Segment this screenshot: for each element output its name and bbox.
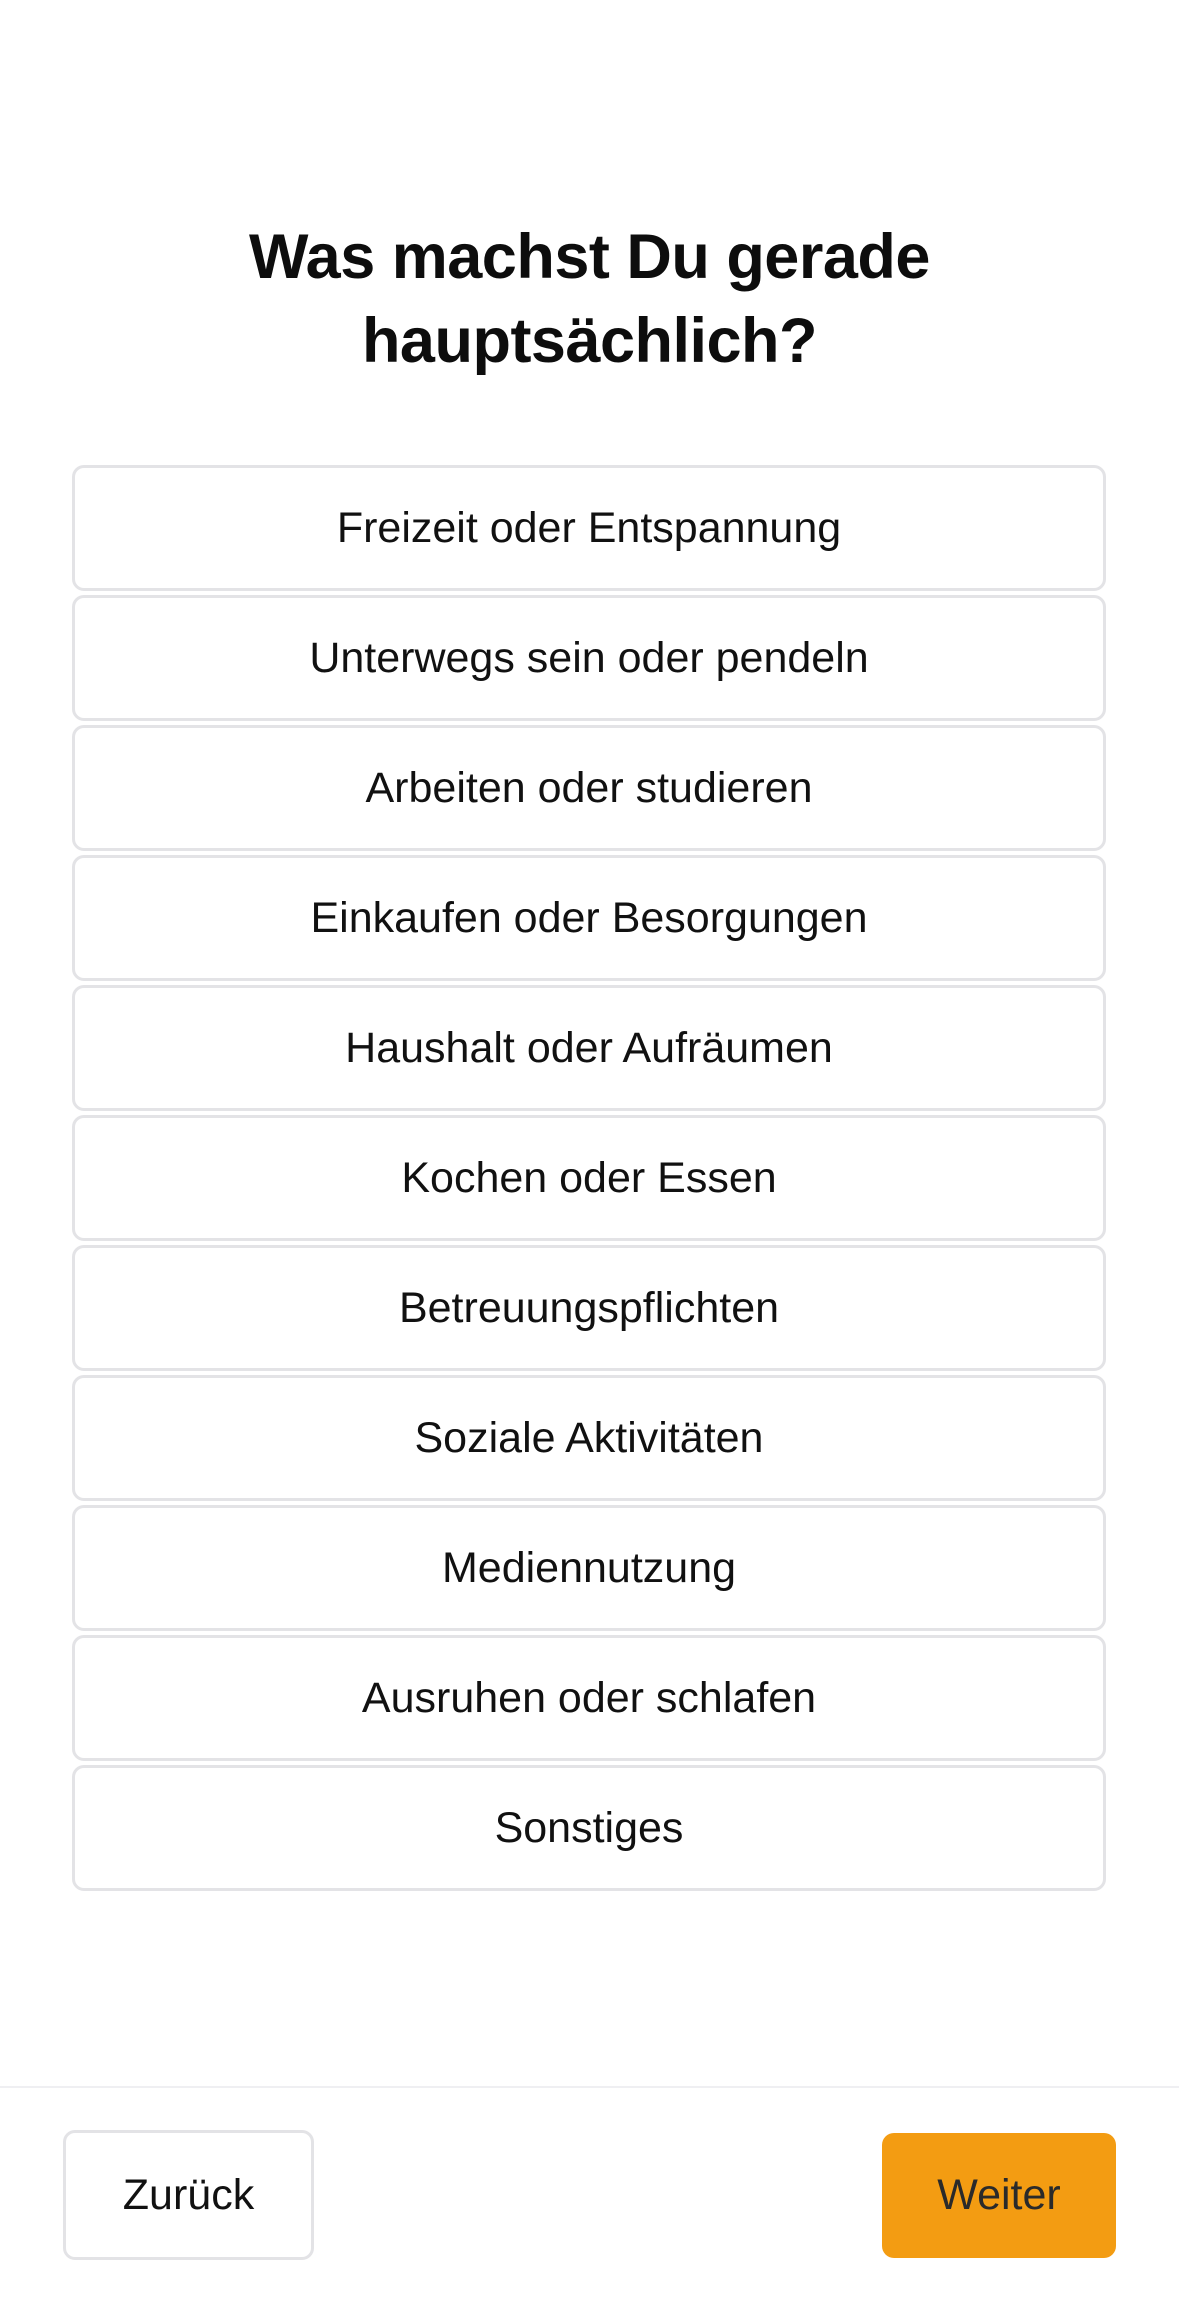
option-label: Einkaufen oder Besorgungen <box>310 893 868 942</box>
option-label: Kochen oder Essen <box>401 1153 777 1202</box>
option-soziale-aktivitaeten[interactable] <box>72 1375 1106 1501</box>
option-label: Unterwegs sein oder pendeln <box>309 633 869 682</box>
option-kochen[interactable] <box>72 1115 1106 1241</box>
option-einkaufen[interactable] <box>72 855 1106 981</box>
option-label: Mediennutzung <box>441 1543 737 1592</box>
option-label: Freizeit oder Entspannung <box>336 503 842 552</box>
option-mediennutzung[interactable] <box>72 1505 1106 1631</box>
option-label: Ausruhen oder schlafen <box>361 1673 817 1722</box>
back-button[interactable]: Zurück <box>63 2130 314 2260</box>
option-label: Arbeiten oder studieren <box>365 763 813 812</box>
question-title <box>140 215 1039 383</box>
option-sonstiges[interactable] <box>72 1765 1106 1891</box>
option-arbeiten[interactable] <box>72 725 1106 851</box>
option-label: Sonstiges <box>494 1803 684 1852</box>
question-title-line-1: Was machst Du gerade <box>249 222 930 292</box>
answer-options-list <box>72 465 1106 1891</box>
question-title-line-2: hauptsächlich? <box>361 306 818 376</box>
option-ausruhen[interactable] <box>72 1635 1106 1761</box>
option-label: Betreuungspflichten <box>398 1283 780 1332</box>
option-freizeit[interactable] <box>72 465 1106 591</box>
option-label: Soziale Aktivitäten <box>414 1413 764 1462</box>
option-haushalt[interactable] <box>72 985 1106 1111</box>
option-label: Haushalt oder Aufräumen <box>345 1023 833 1072</box>
footer-bar <box>0 2086 1179 2306</box>
next-button[interactable]: Weiter <box>882 2133 1116 2258</box>
option-betreuung[interactable] <box>72 1245 1106 1371</box>
option-unterwegs[interactable] <box>72 595 1106 721</box>
